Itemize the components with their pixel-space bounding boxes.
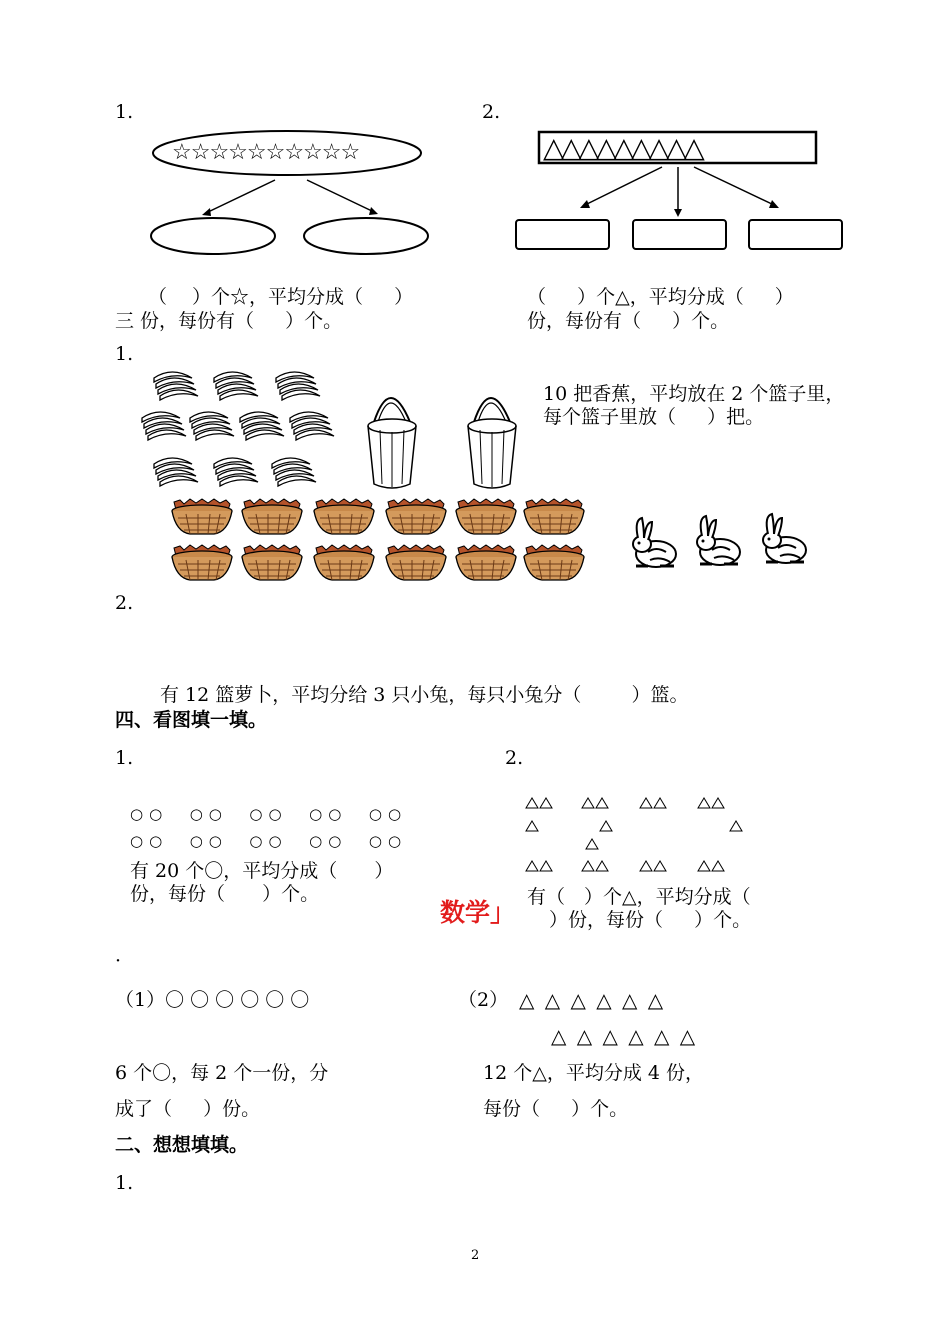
rabbits-image	[628, 512, 818, 574]
stars-row: ☆☆☆☆☆☆☆☆☆☆	[172, 140, 360, 165]
watermark: 数学」	[440, 898, 516, 927]
circles-line1: 有 20 个〇，平均分成（ ）	[130, 860, 394, 882]
extra-q2-line2: 每份（ ）个。	[483, 1098, 629, 1120]
carrots-line: 有 12 篮萝卜，平均分给 3 只小兔，每只小兔分（ ）篮。	[160, 684, 689, 706]
extra-q2-row1: △ △ △ △ △ △	[519, 988, 664, 1012]
q2-line1: （ ）个△，平均分成（ ）	[527, 286, 794, 308]
extra-q2-line1: 12 个△，平均分成 4 份，	[483, 1062, 704, 1084]
circles-row-2: ○○ ○○ ○○ ○○ ○○	[130, 832, 408, 850]
triangles-q-line1: 有（ ）个△，平均分成（	[527, 886, 751, 908]
section-two-q1-number: 1.	[115, 1172, 134, 1194]
triangles-q-line2: ）份，每份（ ）个。	[549, 909, 752, 931]
bananas-q-number: 1.	[115, 343, 134, 365]
q2-line2: 份，每份有（ ）个。	[527, 310, 730, 332]
bananas-image	[140, 366, 340, 496]
extra-q2-label: （2）	[458, 989, 509, 1011]
q1-line1: （ ）个☆，平均分成（ ）	[148, 286, 414, 308]
stray-dot: ·	[115, 950, 122, 972]
extra-q2-row2: △ △ △ △ △ △	[551, 1024, 696, 1048]
extra-q1-line1: 6 个〇，每 2 个一份，分	[115, 1062, 329, 1084]
section-four-q1-number: 1.	[115, 747, 134, 769]
page-number: 2	[471, 1248, 480, 1263]
section-four-heading: 四、看图填一填。	[115, 709, 268, 731]
carrots-q-number: 2.	[115, 592, 134, 614]
q2-number: 2.	[482, 101, 501, 123]
small-triangles	[522, 795, 752, 885]
extra-q1-line2: 成了（ ）份。	[115, 1098, 261, 1120]
bananas-line2: 每个篮子里放（ ）把。	[543, 406, 765, 428]
carrot-baskets-image	[160, 490, 590, 590]
triangles-row: △△△△△△△△△	[543, 131, 701, 164]
bananas-line1: 10 把香蕉，平均放在 2 个篮子里，	[543, 383, 845, 405]
q1-number: 1.	[115, 101, 134, 123]
circles-row-1: ○○ ○○ ○○ ○○ ○○	[130, 805, 408, 823]
section-four-q2-number: 2.	[505, 747, 524, 769]
circles-line2: 份，每份（ ）个。	[130, 883, 320, 905]
extra-q1-label: （1）〇 〇 〇 〇 〇 〇	[115, 989, 310, 1011]
q1-line2: 三 份，每份有（ ）个。	[115, 310, 343, 332]
section-two-heading: 二、想想填填。	[115, 1134, 249, 1156]
baskets-image	[360, 380, 530, 492]
